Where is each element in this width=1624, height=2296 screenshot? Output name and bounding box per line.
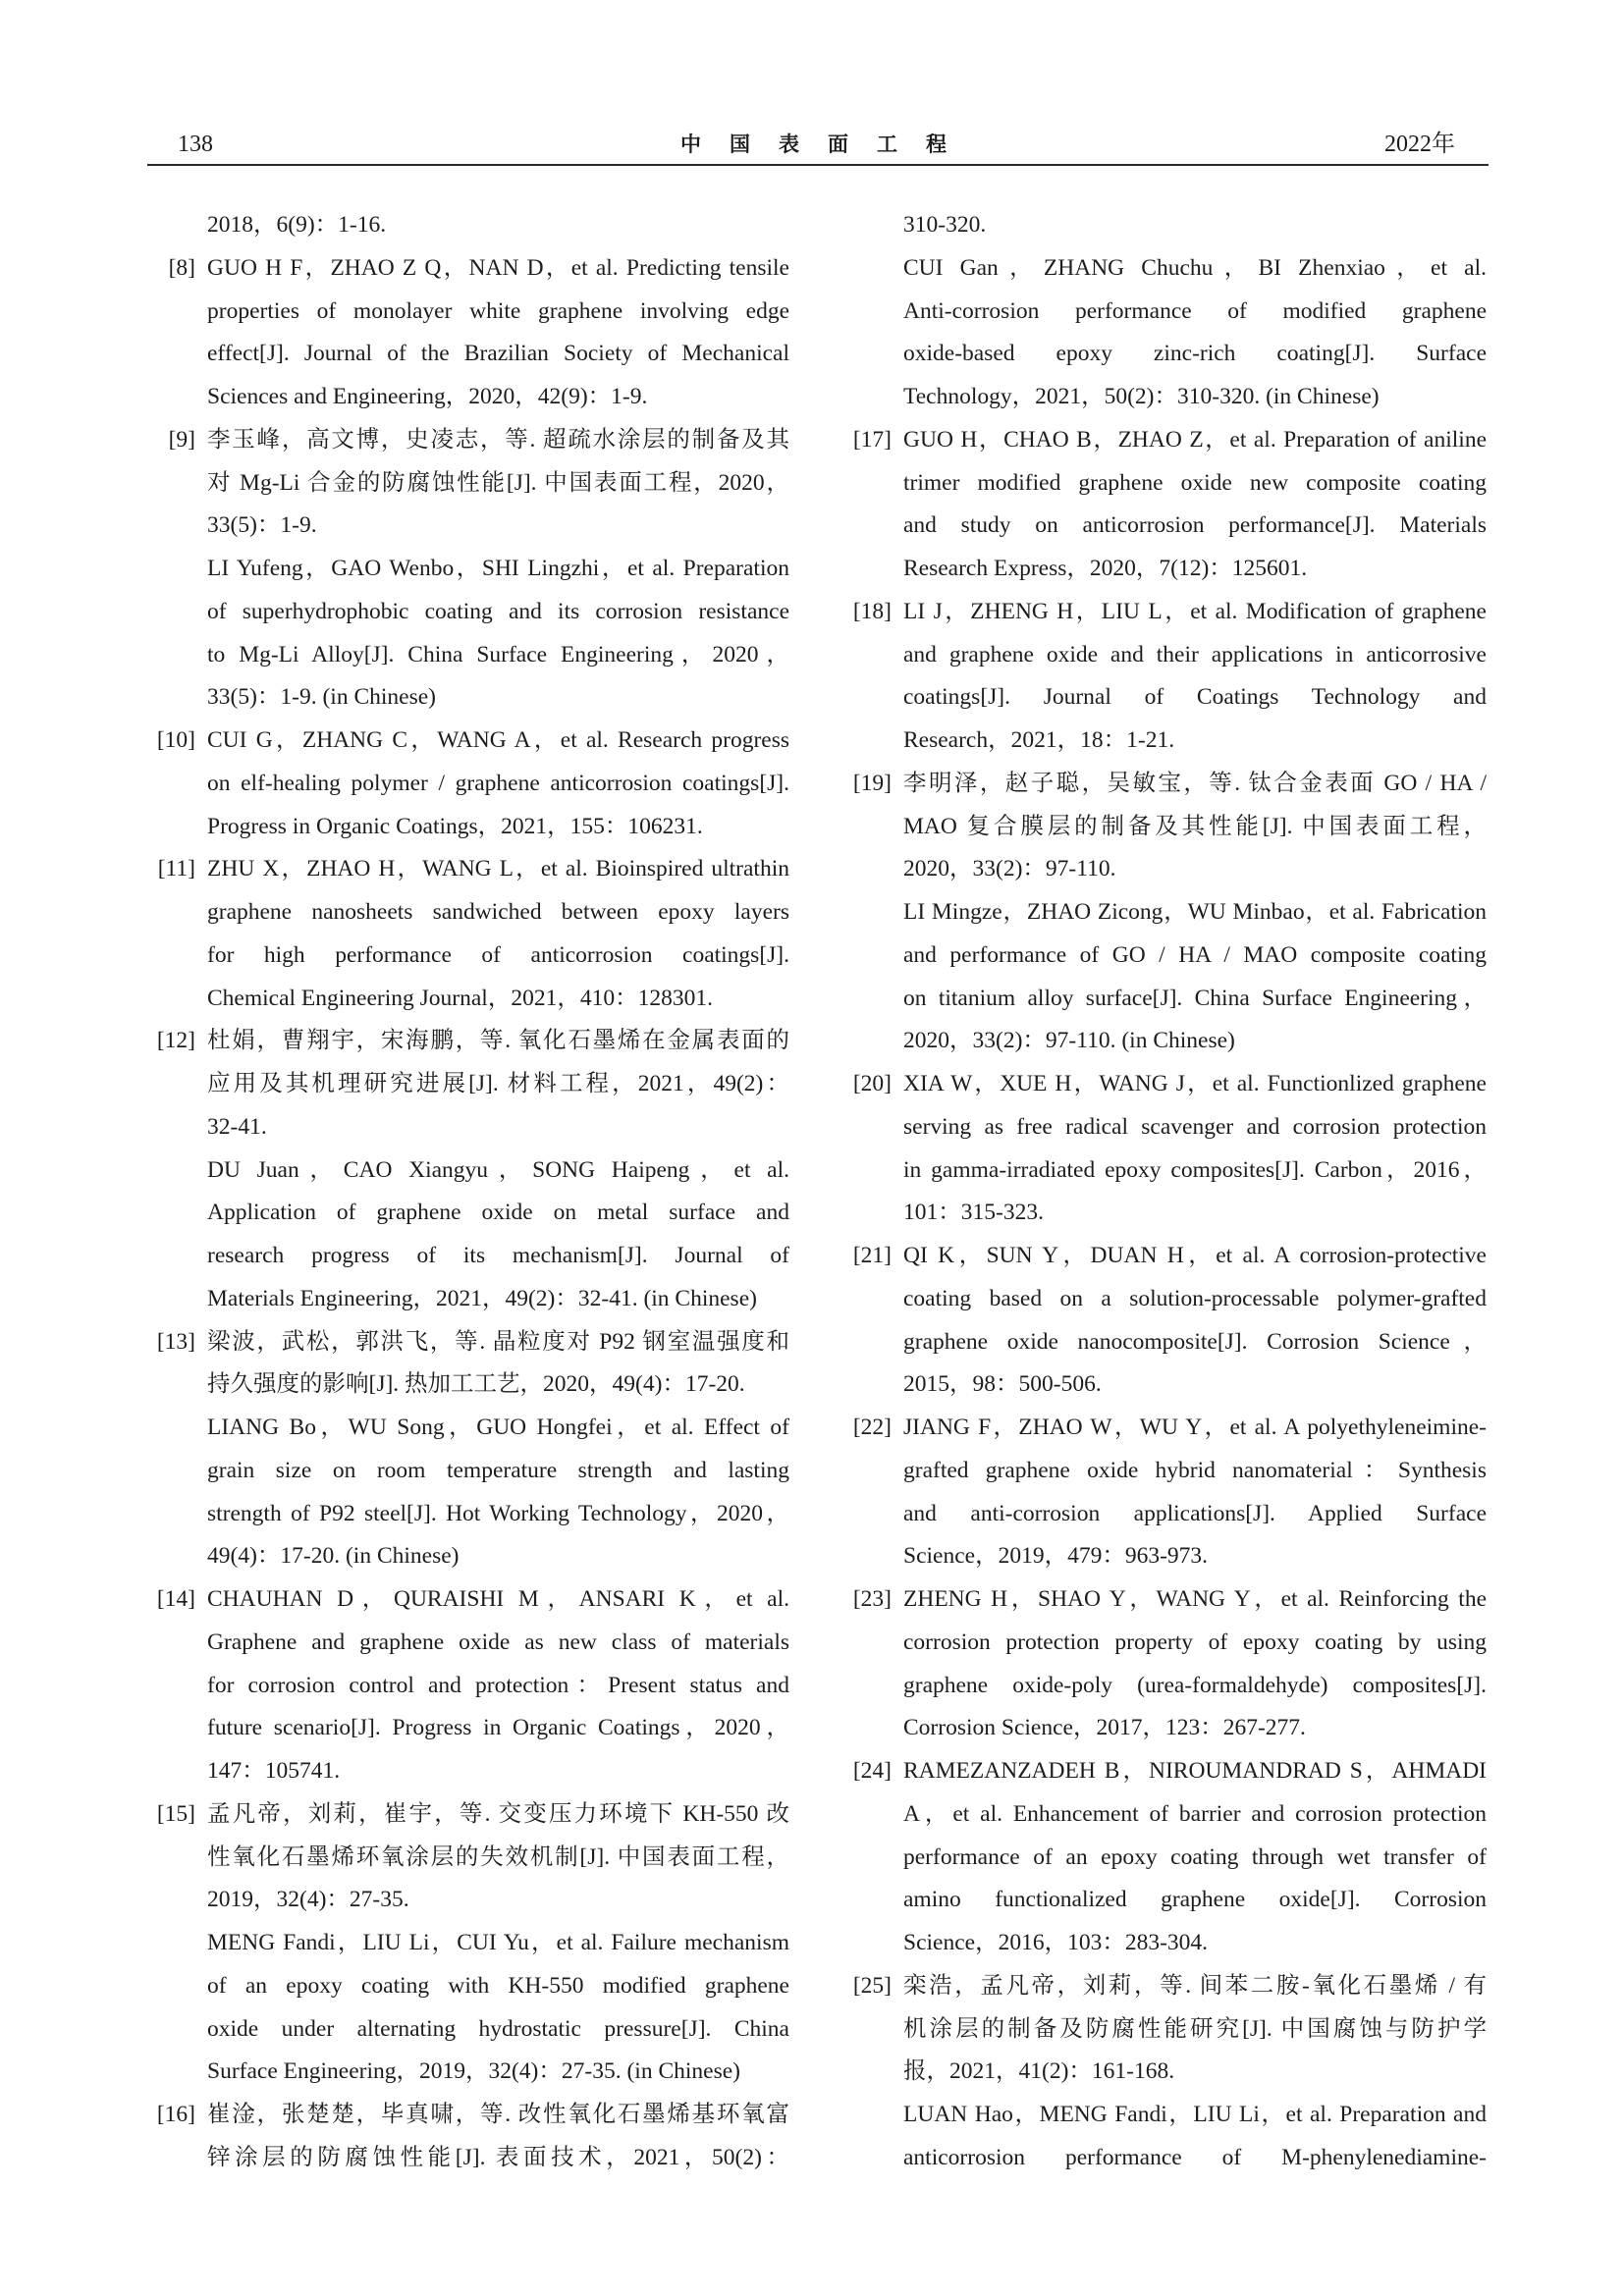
reference-number: [18] [852,598,892,624]
reference-line: Research Express，2020，7(12)：125601. [903,556,1308,581]
reference-line: 锌涂层的防腐蚀性能[J]. 表面技术，2021，50(2)： [207,2144,789,2170]
reference-number: [11] [157,856,195,882]
reference-25 [852,1965,1487,2180]
reference-line: oxide-based epoxy zinc-rich coating[J]. Surface [903,341,1487,367]
reference-11 [157,848,789,1020]
reference-line: Science，2016，103：283-304. [903,1930,1209,1955]
reference-line: 对 Mg-Li 合金的防腐蚀性能[J]. 中国表面工程，2020， [207,469,789,496]
reference-17 [852,419,1487,591]
reference-line: 报，2021，41(2)：161-168. [903,2058,1175,2085]
reference-line: 梁波，武松，郭洪飞，等. 晶粒度对 P92 钢室温强度和 [207,1328,789,1355]
reference-column-left [156,204,789,2180]
reference-number: [25] [852,1972,892,1999]
reference-line: RAMEZANZADEH B，NIROUMANDRAD S，AHMADI [903,1758,1487,1784]
reference-9 [168,419,789,720]
reference-line: of an epoxy coating with KH-550 modified graphene [207,1972,789,1999]
reference-line: LI Mingze，ZHAO Zicong，WU Minbao，et al. Fabrication [903,899,1487,925]
reference-line: for corrosion control and protection：Present status and [207,1672,789,1698]
publication-year: 2022年 [1384,132,1455,157]
reference-line: 孟凡帝，刘莉，崔宇，等. 交变压力环境下 KH-550 改 [207,1800,789,1827]
reference-line: 2015，98：500-506. [903,1371,1102,1398]
reference-number: [20] [852,1071,892,1096]
reference-line: 机涂层的制备及防腐性能研究[J]. 中国腐蚀与防护学 [903,2015,1487,2042]
reference-line: properties of monolayer white graphene involving edge [207,297,789,324]
reference-line: Anti-corrosion performance of modified graphene [903,297,1487,324]
reference-line: CHAUHAN D，QURAISHI M，ANSARI K，et al. [207,1586,789,1612]
reference-line: for high performance of anticorrosion coatings[J]. [207,941,789,968]
reference-line: and anti-corrosion applications[J]. Applied Surface [903,1500,1487,1526]
reference-line: and study on anticorrosion performance[J]. Materials [903,512,1487,539]
reference-line: CUI Gan，ZHANG Chuchu，BI Zhenxiao，et al. [903,254,1487,281]
reference-line: 33(5)：1-9. (in Chinese) [207,684,436,711]
reference-line: grafted graphene oxide hybrid nanomaterial：Synthesis [903,1457,1487,1483]
reference-line: serving as free radical scavenger and corrosion protection [903,1113,1487,1140]
reference-line: Application of graphene oxide on metal surface and [207,1200,789,1226]
reference-line: amino functionalized graphene oxide[J]. Corrosion [903,1887,1487,1913]
reference-line: 310-320. [903,212,987,238]
reference-number: [13] [156,1328,195,1355]
reference-line: Technology，2021，50(2)：310-320. (in Chinese) [903,384,1380,409]
reference-number: [10] [156,727,195,753]
reference-line: 性氧化石墨烯环氧涂层的失效机制[J]. 中国表面工程， [207,1843,789,1870]
reference-line: Corrosion Science，2017，123：267-277. [903,1715,1306,1741]
reference-13 [156,1321,789,1579]
reference-line: anticorrosion performance of M-phenylenediamine- [903,2144,1487,2170]
reference-line: GUO H，CHAO B，ZHAO Z，et al. Preparation of aniline [903,426,1487,453]
reference-line: A，et al. Enhancement of barrier and corrosion protection [903,1800,1487,1827]
reference-line: 栾浩，孟凡帝，刘莉，等. 间苯二胺-氧化石墨烯 / 有 [903,1972,1487,1999]
reference-line: and graphene oxide and their applications in anticorrosive [903,641,1487,667]
reference-line: future scenario[J]. Progress in Organic Coatings，2020， [207,1715,789,1741]
reference-15 [156,1793,789,2094]
reference-number: [24] [852,1758,892,1784]
reference-line: 杜娟，曹翔宇，宋海鹏，等. 氧化石墨烯在金属表面的 [207,1028,789,1054]
reference-16-continued [903,204,1487,419]
reference-column-right [852,204,1487,2180]
reference-line: Research，2021，18：1-21. [903,727,1175,753]
reference-line: in gamma-irradiated epoxy composites[J]. Carbon，2016， [903,1156,1487,1183]
reference-number: [21] [852,1243,892,1268]
reference-line: Science，2019，479：963-973. [903,1543,1209,1570]
reference-line: LI J，ZHENG H，LIU L，et al. Modification of graphene [903,598,1487,624]
reference-number: [8] [168,254,195,281]
reference-16 [156,2094,789,2180]
reference-24 [852,1750,1487,1965]
reference-line: and performance of GO / HA / MAO composite coating [903,941,1487,968]
reference-line: MENG Fandi，LIU Li，CUI Yu，et al. Failure mechanism [207,1930,789,1955]
reference-line: ZHU X，ZHAO H，WANG L，et al. Bioinspired ultrathin [207,856,789,882]
reference-line: 崔淦，张楚楚，毕真啸，等. 改性氧化石墨烯基环氧富 [207,2102,789,2127]
reference-line: effect[J]. Journal of the Brazilian Society of Mechanical [207,341,789,367]
reference-number: [22] [852,1415,892,1440]
reference-line: 49(4)：17-20. (in Chinese) [207,1543,460,1570]
reference-line: on titanium alloy surface[J]. China Surface Engineering， [903,985,1487,1011]
reference-line: CUI G，ZHANG C，WANG A，et al. Research progress [207,727,789,753]
reference-20 [852,1063,1487,1235]
journal-title: 中国表面工程 [680,133,975,156]
reference-12 [156,1020,789,1320]
reference-7-continued [207,204,789,247]
reference-18 [852,591,1487,763]
reference-line: 32-41. [207,1113,267,1140]
reference-line: 李明泽，赵子聪，吴敏宝，等. 钛合金表面 GO / HA / [903,770,1487,796]
reference-number: [12] [156,1028,195,1054]
reference-19 [852,763,1487,1063]
reference-line: MAO 复合膜层的制备及其性能[J]. 中国表面工程， [903,813,1487,839]
reference-21 [852,1235,1487,1407]
reference-line: QI K，SUN Y，DUAN H，et al. A corrosion-protective [903,1243,1487,1268]
reference-line: LI Yufeng，GAO Wenbo，SHI Lingzhi，et al. Preparation [207,556,789,581]
reference-line: 持久强度的影响[J]. 热加工工艺，2020，49(4)：17-20. [207,1371,745,1398]
reference-line: 147：105741. [207,1758,341,1784]
reference-number: [16] [156,2102,195,2127]
reference-line: 应用及其机理研究进展[J]. 材料工程，2021，49(2)： [207,1071,789,1096]
reference-line: 2020，33(2)：97-110. (in Chinese) [903,1028,1235,1054]
reference-line: trimer modified graphene oxide new composite coating [903,469,1487,496]
reference-line: of superhydrophobic coating and its corrosion resistance [207,598,789,624]
reference-line: Materials Engineering，2021，49(2)：32-41. (in Chinese) [207,1285,757,1311]
reference-line: oxide under alternating hydrostatic pressure[J]. China [207,2015,789,2042]
reference-line: graphene oxide-poly (urea-formaldehyde) composites[J]. [903,1672,1487,1698]
reference-22 [852,1407,1487,1578]
reference-8 [168,247,789,419]
reference-14 [156,1578,789,1793]
reference-line: 2020，33(2)：97-110. [903,856,1116,882]
reference-line: Chemical Engineering Journal，2021，410：128301. [207,985,713,1011]
reference-number: [9] [168,426,195,453]
reference-line: LUAN Hao，MENG Fandi，LIU Li，et al. Preparation and [903,2102,1487,2127]
reference-line: coating based on a solution-processable polymer-grafted [903,1285,1487,1311]
reference-number: [23] [852,1586,892,1612]
header-rule [147,164,1489,166]
reference-line: coatings[J]. Journal of Coatings Technology and [903,684,1487,711]
reference-line: ZHENG H，SHAO Y，WANG Y，et al. Reinforcing the [903,1586,1487,1612]
reference-line: strength of P92 steel[J]. Hot Working Technology，2020， [207,1500,789,1526]
reference-line: 2019，32(4)：27-35. [207,1887,409,1913]
reference-line: 2018，6(9)：1-16. [207,212,387,238]
reference-line: graphene oxide nanocomposite[J]. Corrosion Science， [903,1328,1487,1355]
reference-23 [852,1578,1487,1750]
reference-line: on elf-healing polymer / graphene anticorrosion coatings[J]. [207,770,789,796]
reference-line: 33(5)：1-9. [207,512,317,539]
reference-number: [14] [156,1586,195,1612]
reference-line: GUO H F，ZHAO Z Q，NAN D，et al. Predicting tensile [207,254,789,281]
reference-line: to Mg-Li Alloy[J]. China Surface Engineering，2020， [207,641,789,667]
reference-line: corrosion protection property of epoxy coating by using [903,1629,1487,1655]
reference-line: LIANG Bo，WU Song，GUO Hongfei，et al. Effect of [207,1415,789,1440]
reference-line: DU Juan，CAO Xiangyu，SONG Haipeng，et al. [207,1156,789,1183]
page-number: 138 [178,132,213,157]
reference-10 [156,720,789,848]
reference-line: graphene nanosheets sandwiched between epoxy layers [207,899,789,925]
reference-line: Progress in Organic Coatings，2021，155：106231. [207,813,703,839]
reference-line: Surface Engineering，2019，32(4)：27-35. (in Chinese) [207,2058,740,2085]
reference-line: 李玉峰，高文博，史凌志，等. 超疏水涂层的制备及其 [207,426,789,453]
reference-number: [15] [156,1800,195,1827]
reference-line: grain size on room temperature strength and lasting [207,1457,789,1483]
reference-line: Sciences and Engineering，2020，42(9)：1-9. [207,384,648,409]
reference-line: Graphene and graphene oxide as new class of materials [207,1629,789,1655]
reference-number: [19] [852,770,892,796]
reference-line: 101：315-323. [903,1200,1044,1226]
reference-line: JIANG F，ZHAO W，WU Y，et al. A polyethyleneimine- [903,1415,1487,1440]
reference-line: performance of an epoxy coating through wet transfer of [903,1843,1487,1870]
reference-line: research progress of its mechanism[J]. Journal of [207,1243,789,1268]
reference-line: XIA W，XUE H，WANG J，et al. Functionlized graphene [903,1071,1487,1096]
reference-number: [17] [852,426,892,453]
